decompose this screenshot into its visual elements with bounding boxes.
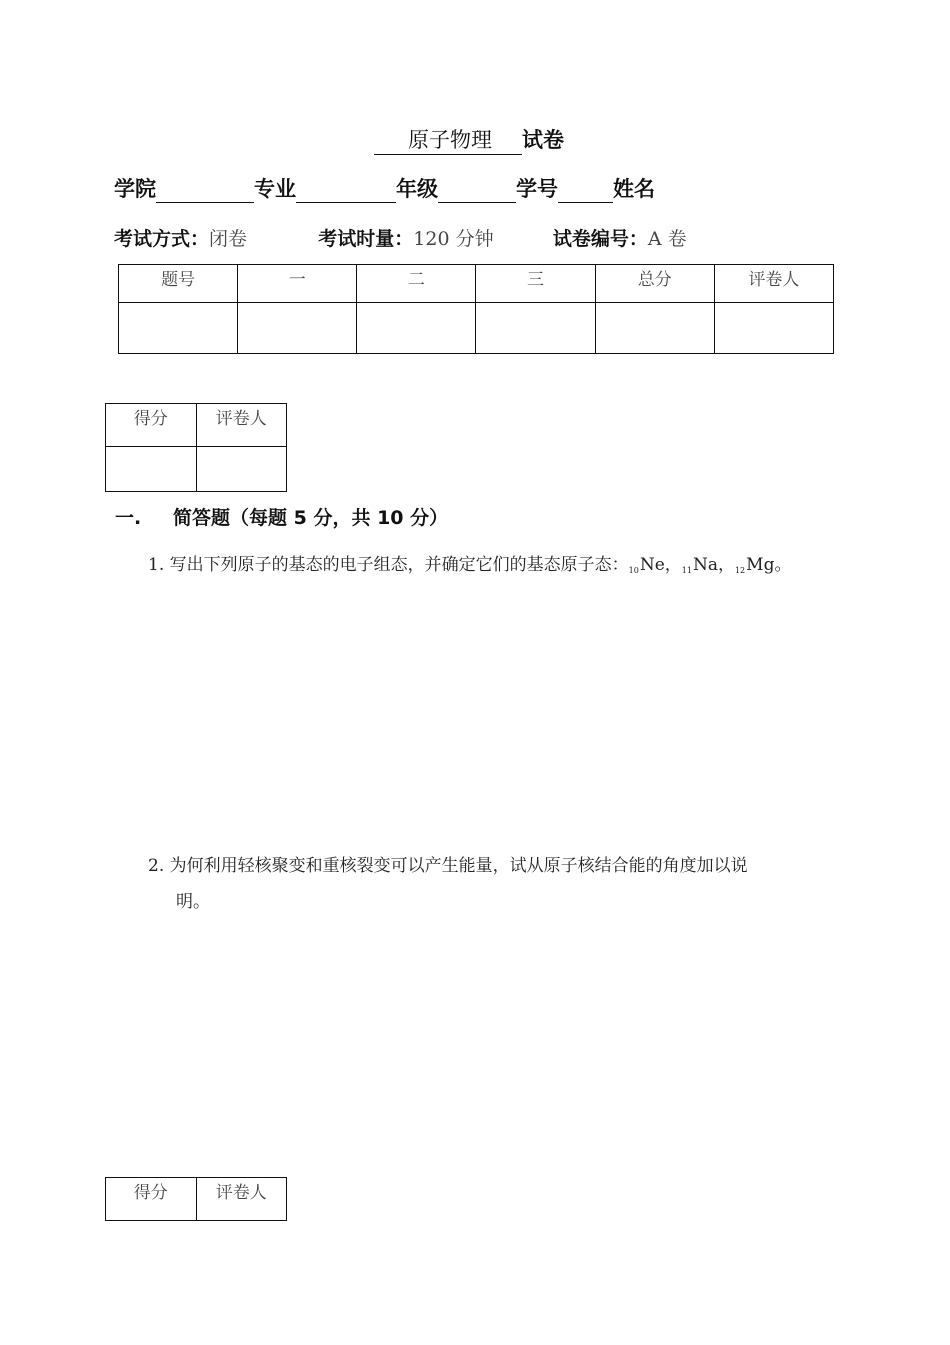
- exam-code-label: 试卷编号：: [552, 228, 648, 250]
- question-text-line-2: 明。: [176, 892, 210, 912]
- student-id-blank[interactable]: [558, 180, 613, 203]
- header-question-number: 题号: [119, 265, 238, 303]
- student-id-label: 学号: [516, 177, 558, 201]
- section-title: 简答题（每题 5 分，共 10 分）: [173, 507, 449, 529]
- grade-blank[interactable]: [438, 180, 516, 203]
- exam-time-value: 120 分钟: [413, 228, 494, 250]
- question-number: 2.: [148, 856, 165, 876]
- question-text-line-1: 为何利用轻核聚变和重核裂变可以产生能量，试从原子核结合能的角度加以说: [169, 856, 748, 876]
- atomic-number: 10: [628, 566, 639, 575]
- exam-title: [374, 124, 564, 155]
- score-cell[interactable]: [357, 303, 476, 354]
- name-label: 姓名: [613, 177, 655, 201]
- separator: ，: [664, 555, 682, 575]
- major-label: 专业: [254, 177, 296, 201]
- major-blank[interactable]: [296, 180, 396, 203]
- full-stop: 。: [774, 555, 792, 575]
- college-label: 学院: [114, 177, 156, 201]
- element-symbol: Na: [692, 555, 718, 575]
- exam-time-label: 考试时量：: [318, 228, 414, 250]
- header-part-3: 三: [476, 265, 595, 303]
- header-total: 总分: [595, 265, 714, 303]
- exam-info-line: [114, 224, 687, 251]
- exam-mode-label: 考试方式：: [114, 228, 210, 250]
- grader-cell[interactable]: [196, 447, 287, 492]
- header-part-2: 二: [357, 265, 476, 303]
- question-number: 1.: [148, 555, 165, 575]
- title-suffix: 试卷: [522, 128, 564, 152]
- score-cell[interactable]: [714, 303, 833, 354]
- question-text: 写出下列原子的基态的电子组态，并确定它们的基态原子态：: [169, 555, 629, 575]
- score-label: 得分: [106, 1178, 197, 1221]
- grader-box-section-1: [105, 403, 287, 492]
- atomic-number: 12: [734, 566, 746, 575]
- element-symbol: Mg: [746, 555, 775, 575]
- score-cell[interactable]: [106, 447, 197, 492]
- subject-name: 原子物理: [374, 124, 522, 155]
- grade-label: 年级: [396, 177, 438, 201]
- score-cell[interactable]: [238, 303, 357, 354]
- element-symbol: Ne: [639, 555, 665, 575]
- section-heading: [115, 503, 448, 530]
- header-part-1: 一: [238, 265, 357, 303]
- score-cell[interactable]: [119, 303, 238, 354]
- college-blank[interactable]: [156, 180, 254, 203]
- grader-label: 评卷人: [196, 1178, 287, 1221]
- grader-label: 评卷人: [196, 404, 287, 447]
- exam-code-value: A 卷: [647, 228, 687, 250]
- score-summary-table: [118, 264, 834, 354]
- separator: ，: [717, 555, 735, 575]
- score-cell[interactable]: [595, 303, 714, 354]
- question-2: [148, 848, 838, 920]
- grader-box-section-2: [105, 1177, 287, 1221]
- student-info-line: [114, 173, 655, 203]
- atomic-number: 11: [681, 566, 692, 575]
- score-cell[interactable]: [476, 303, 595, 354]
- exam-mode-value: 闭卷: [209, 228, 248, 250]
- question-1: [148, 550, 791, 575]
- section-number: 一.: [115, 507, 142, 529]
- header-grader: 评卷人: [714, 265, 833, 303]
- score-label: 得分: [106, 404, 197, 447]
